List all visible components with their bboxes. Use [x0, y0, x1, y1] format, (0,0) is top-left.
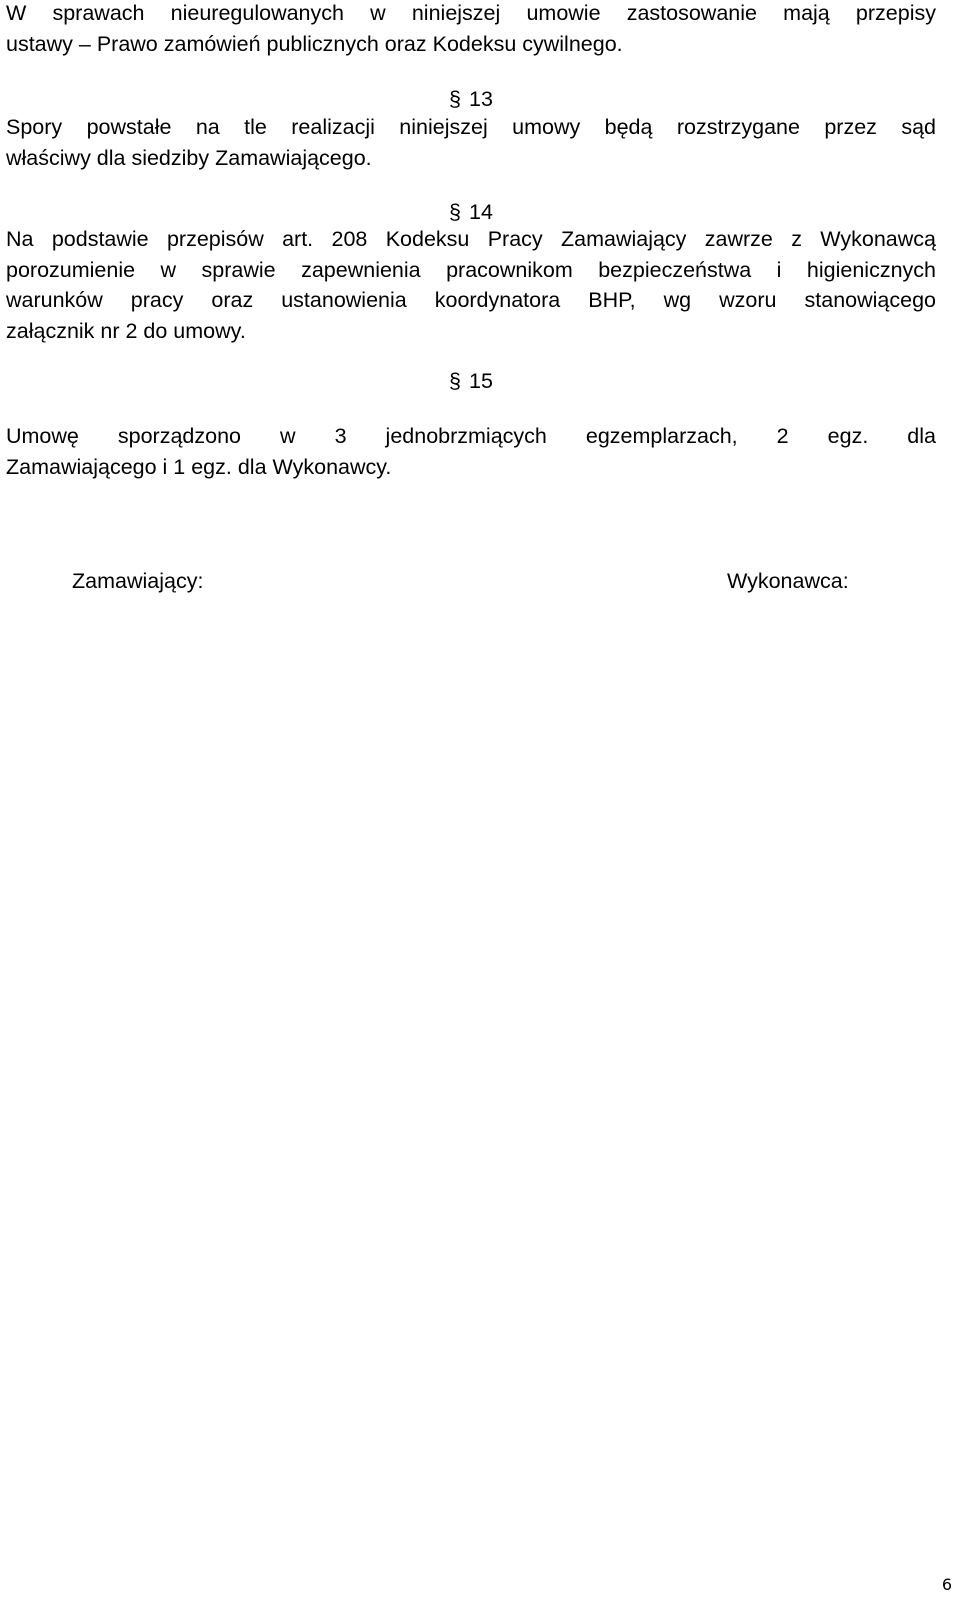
section-14-paragraph: [6, 224, 936, 346]
section-number: 15: [469, 369, 493, 393]
section-13-line-1: Spory powstałe na tle realizacji niniejszej umowy będą rozstrzygane przez sąd: [6, 115, 936, 139]
signature-zamawiajacy: Zamawiający:: [72, 569, 204, 593]
section-number: 13: [469, 87, 493, 111]
section-15-paragraph: [6, 421, 936, 482]
section-symbol: §: [449, 369, 462, 393]
section-14-heading: [6, 197, 936, 227]
section-15-line-1: Umowę sporządzono w 3 jednobrzmiących egzemplarzach, 2 egz. dla: [6, 424, 936, 448]
section-symbol: §: [449, 87, 462, 111]
section-13-line-2: właściwy dla siedziby Zamawiającego.: [6, 145, 372, 170]
intro-line-2: ustawy – Prawo zamówień publicznych oraz Kodeksu cywilnego.: [6, 31, 623, 56]
section-13-paragraph: [6, 112, 936, 173]
intro-paragraph: [6, 0, 936, 59]
section-13-heading: [6, 84, 936, 114]
section-14-line-3: warunków pracy oraz ustanowienia koordynatora BHP, wg wzoru stanowiącego: [6, 288, 936, 312]
section-15-line-2: Zamawiającego i 1 egz. dla Wykonawcy.: [6, 454, 392, 479]
intro-line-1: W sprawach nieuregulowanych w niniejszej umowie zastosowanie mają przepisy: [6, 1, 936, 25]
section-symbol: §: [449, 200, 462, 224]
section-14-line-2: porozumienie w sprawie zapewnienia pracownikom bezpieczeństwa i higienicznych: [6, 257, 936, 282]
document-page: [6, 0, 936, 1605]
section-14-line-4: załącznik nr 2 do umowy.: [6, 318, 246, 343]
section-15-heading: [6, 366, 936, 396]
section-14-line-1: Na podstawie przepisów art. 208 Kodeksu Pracy Zamawiający zawrze z Wykonawcą: [6, 227, 936, 251]
page-number: 6: [941, 1575, 952, 1594]
signature-wykonawca: Wykonawca:: [727, 569, 849, 593]
section-number: 14: [469, 200, 493, 224]
